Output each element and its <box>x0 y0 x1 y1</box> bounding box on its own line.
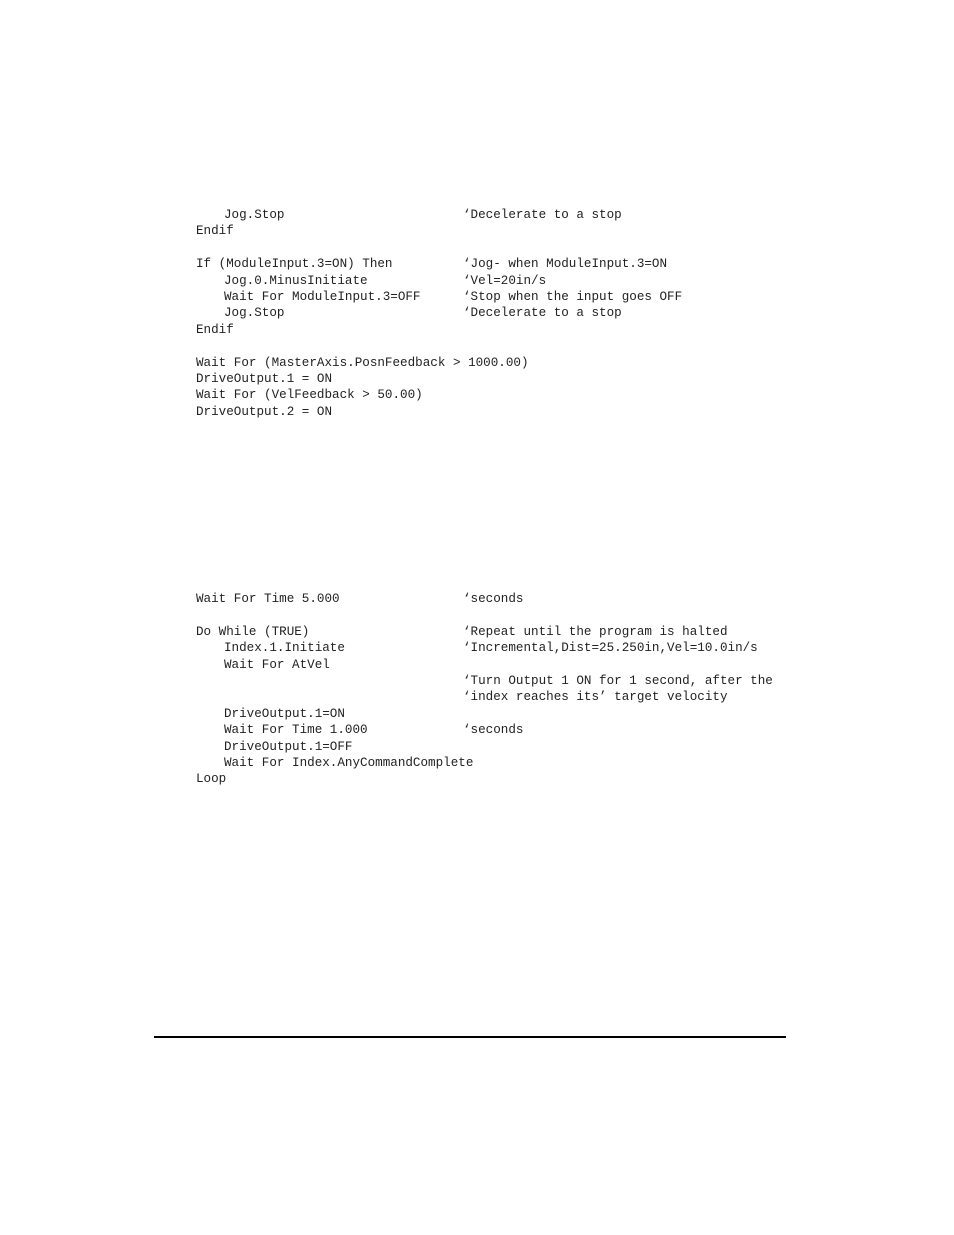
code-line <box>196 223 836 239</box>
code-statement: Jog.0.MinusInitiate <box>224 273 368 288</box>
code-listing-2 <box>196 591 836 788</box>
code-line <box>196 673 836 689</box>
code-comment: ‘Decelerate to a stop <box>463 306 622 321</box>
code-line <box>196 722 836 738</box>
code-line <box>196 355 836 371</box>
code-line <box>196 624 836 640</box>
code-statement: Wait For AtVel <box>224 657 330 672</box>
code-line <box>196 706 836 722</box>
code-comment: ‘seconds <box>463 723 524 738</box>
code-line <box>196 240 836 256</box>
code-line <box>196 771 836 787</box>
code-line <box>196 689 836 705</box>
code-statement: Jog.Stop <box>224 208 285 222</box>
code-comment: ‘seconds <box>463 592 524 606</box>
code-line <box>196 739 836 755</box>
code-comment: ‘Repeat until the program is halted <box>463 624 728 639</box>
code-comment: ‘Decelerate to a stop <box>463 208 622 222</box>
code-statement: Wait For Index.AnyCommandComplete <box>224 755 474 770</box>
code-line <box>196 289 836 305</box>
code-line <box>196 404 836 420</box>
code-statement: DriveOutput.1=ON <box>224 706 345 721</box>
code-statement: Jog.Stop <box>224 306 285 321</box>
code-line <box>196 338 836 354</box>
code-statement: If (ModuleInput.3=ON) Then <box>196 257 393 272</box>
code-line <box>196 640 836 656</box>
code-listing-1 <box>196 207 836 420</box>
code-line <box>196 256 836 272</box>
code-comment: ‘Vel=20in/s <box>463 273 547 288</box>
code-statement: Wait For ModuleInput.3=OFF <box>224 289 421 304</box>
code-statement: Wait For Time 5.000 <box>196 592 340 606</box>
code-statement: DriveOutput.2 = ON <box>196 404 333 419</box>
code-line <box>196 387 836 403</box>
code-line <box>196 371 836 387</box>
code-line <box>196 657 836 673</box>
code-comment: ‘Turn Output 1 ON for 1 second, after the <box>463 673 773 688</box>
code-line <box>196 607 836 623</box>
code-comment: ‘index reaches its’ target velocity <box>463 690 728 705</box>
code-statement: Loop <box>196 772 227 787</box>
footer-divider <box>154 1036 786 1038</box>
code-line <box>196 755 836 771</box>
code-statement: Wait For (MasterAxis.PosnFeedback > 1000.00) <box>196 355 529 370</box>
code-comment: ‘Stop when the input goes OFF <box>463 289 683 304</box>
code-line <box>196 305 836 321</box>
code-line <box>196 322 836 338</box>
code-statement: Wait For Time 1.000 <box>224 723 368 738</box>
code-line <box>196 591 836 607</box>
code-statement: DriveOutput.1 = ON <box>196 371 333 386</box>
code-statement: Index.1.Initiate <box>224 641 345 656</box>
code-line <box>196 207 836 223</box>
code-comment: ‘Jog- when ModuleInput.3=ON <box>463 257 668 272</box>
code-comment: ‘Incremental,Dist=25.250in,Vel=10.0in/s <box>463 641 758 656</box>
code-statement: Do While (TRUE) <box>196 624 310 639</box>
code-line <box>196 273 836 289</box>
code-statement: Wait For (VelFeedback > 50.00) <box>196 388 423 403</box>
code-statement: Endif <box>196 322 234 337</box>
code-statement: Endif <box>196 224 234 239</box>
code-statement: DriveOutput.1=OFF <box>224 739 353 754</box>
